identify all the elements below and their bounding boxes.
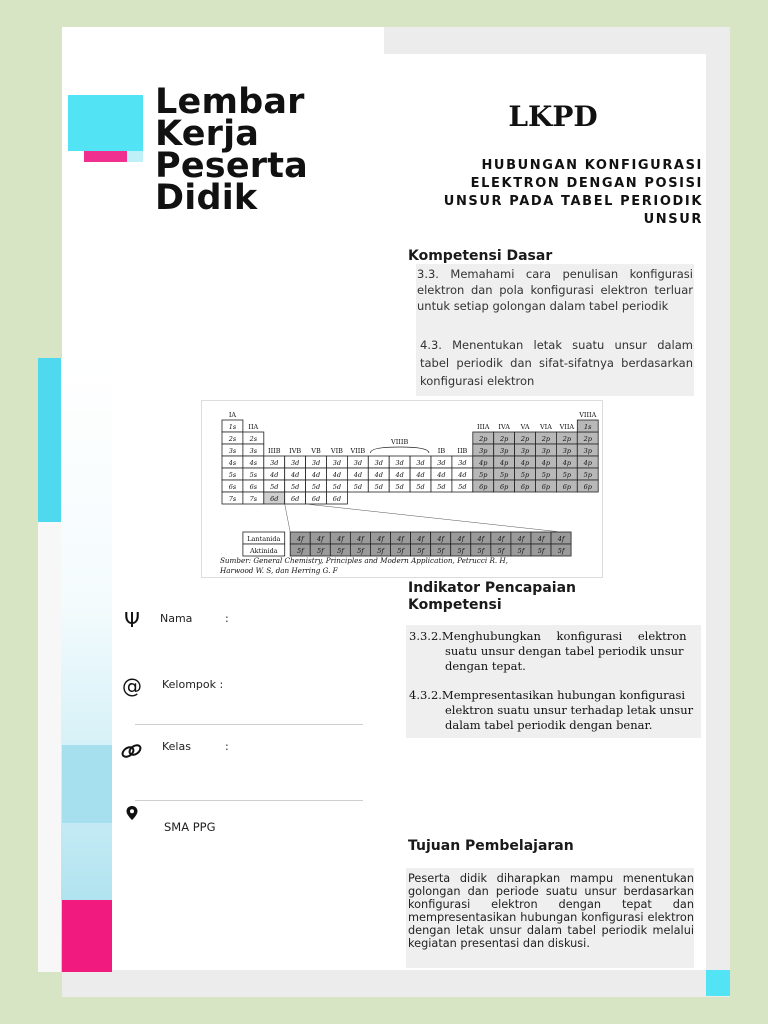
nama-colon: : [225,612,229,625]
school-name: SMA PPG [164,820,216,834]
indikator-heading-line: Kompetensi [408,597,502,613]
group-label: VIA [539,423,552,431]
pink-bar-decoration [84,151,127,162]
at-icon: @ [122,674,142,698]
d-cell-label: 6d [311,495,321,503]
f-cell-label: 4f [296,535,304,543]
p-cell-label: 3p [479,447,488,455]
group-label: IA [228,411,237,419]
p-cell-label: 6p [541,483,551,491]
indikator-item-1 [409,629,700,674]
d-cell-label: 4d [416,471,425,479]
f-cell-label: 4f [477,535,485,543]
s-cell-label: 6s [228,483,237,491]
group-label: IVB [289,447,302,455]
group-label: IIIA [477,423,490,431]
indikator-item-first-line: Menghubungkan konfigurasi elektron [441,629,687,643]
p-cell-label: 2p [583,435,592,443]
indikator-item-first-line: Mempresentasikan hubungan konfigurasi [441,688,686,702]
f-cell-label: 4f [357,535,364,543]
group-label: IIB [457,447,468,455]
d-cell-label: 4d [270,471,279,479]
d-cell-label: 5d [353,483,362,491]
p-cell-label: 6p [479,483,488,491]
s-cell-label: 2s [228,435,237,443]
periodic-table-figure [201,400,603,578]
p-cell-label: 4p [500,459,509,467]
left-light-block [62,745,112,823]
d-cell-label: 3d [374,459,383,467]
bottom-frame [62,970,730,997]
p-cell-label: 3p [562,447,571,455]
left-white-strip [38,522,61,972]
group-label: VB [311,447,321,455]
p-cell-label: 2p [541,435,551,443]
figure-source: Sumber: General Chemistry, Principles and Modern Application, Petrucci R. H, [220,556,508,565]
f-cell-label: 5f [477,547,485,555]
f-cell-label: 5f [397,547,404,555]
subtitle-line: UNSUR PADA TABEL PERIODIK [443,194,703,209]
group-label: VIIIB [391,438,409,446]
subtitle-line: HUBUNGAN KONFIGURASI [481,158,703,173]
indikator-item-rest: elektron suatu unsur terhadap letak unsur dalam tabel periodik dengan benar. [445,703,694,732]
f-cell-label: 4f [417,535,424,543]
f-cell-label: 5f [497,547,505,555]
f-cell-label: 5f [357,547,364,555]
tujuan-heading: Tujuan Pembelajaran [408,838,574,854]
s-cell-label: 3s [249,447,258,455]
d-cell-label: 5d [437,483,446,491]
d-cell-label: 4d [311,471,321,479]
p-cell-label: 6p [500,483,509,491]
d-cell-label: 4d [395,471,404,479]
he-cell-label: 1s [584,423,592,431]
p-cell-label: 4p [562,459,571,467]
f-cell-label: 5f [557,547,565,555]
group-label: VA [520,423,530,431]
d-cell-label: 3d [270,459,279,467]
d-cell-label: 5d [416,483,425,491]
p-cell-label: 3p [520,447,530,455]
kelas-input[interactable] [230,736,364,756]
d-cell-label: 3d [458,459,467,467]
s-cell-label: 1s [228,423,237,431]
lkpd-heading: LKPD [508,100,598,133]
indikator-number: 3.3.2. [409,629,442,643]
d-cell-label: 5d [332,483,342,491]
f-guide-lines [285,504,561,532]
p-cell-label: 3p [583,447,592,455]
indikator-item-2 [409,688,700,733]
group-label: IIA [248,423,259,431]
p-cell-label: 6p [562,483,571,491]
p-cell-label: 5p [500,471,509,479]
s-cell-label: 2s [249,435,258,443]
f-cell-label: 4f [497,535,505,543]
f-cell-label: 5f [537,547,545,555]
kd-item-2: 4.3. Menentukan letak suatu unsur dalam tabel periodik dan sifat-sifatnya berdasarkan konfigurasi elektron [420,338,693,388]
s-cell-label: 4s [249,459,258,467]
p-cell-label: 6p [520,483,530,491]
d-cell-label: 6d [332,495,342,503]
p-cell-label: 2p [479,435,488,443]
d-cell-label: 3d [395,459,404,467]
group-label: VIIIA [579,411,597,419]
topic-subtitle [405,157,703,229]
d-cell-label: 5d [291,483,300,491]
d-cell-label: 5d [374,483,383,491]
f-cell-label: 4f [517,535,525,543]
kelas-colon: : [225,740,229,753]
group-label: VIB [330,447,343,455]
f-cell-label: 5f [457,547,465,555]
f-cell-label: 5f [317,547,324,555]
s-cell-label: 4s [228,459,237,467]
s-cell-label: 3s [228,447,237,455]
f-cell-label: 5f [377,547,384,555]
left-pink-block [62,900,112,972]
s-cell-label: 5s [228,471,237,479]
d-cell-label: 4d [353,471,362,479]
subtitle-line: ELEKTRON DENGAN POSISI [470,176,703,191]
indikator-number: 4.3.2. [409,688,442,702]
indikator-item-rest: suatu unsur dengan tabel periodik unsur dengan tepat. [445,644,684,673]
d-cell-label: 4d [437,471,446,479]
p-cell-label: 6p [583,483,592,491]
nama-input[interactable] [230,608,364,628]
d-cell-label: 4d [374,471,383,479]
corner-cyan-block [706,970,730,996]
psi-icon: Ψ [124,608,140,632]
kelompok-input[interactable] [235,674,365,694]
d-cell-label: 3d [332,459,342,467]
nama-label: Nama [160,612,193,625]
indikator-heading [408,580,576,614]
d-cell-label: 5d [395,483,404,491]
p-cell-label: 5p [541,471,551,479]
f-cell-label: 5f [417,547,424,555]
p-cell-label: 5p [520,471,530,479]
d-cell-label: 5d [458,483,467,491]
kelompok-label: Kelompok : [162,678,224,691]
f-cell-label: 4f [337,535,344,543]
d-cell-label: 3d [437,459,446,467]
p-cell-label: 4p [479,459,488,467]
p-cell-label: 4p [520,459,530,467]
title-line: Kerja [155,114,260,154]
s-cell-label: 6s [249,483,258,491]
p-cell-label: 3p [500,447,509,455]
location-pin-icon [126,806,138,820]
f-cell-label: 4f [557,535,565,543]
title-line: Lembar [155,82,305,122]
d-cell-label: 6d [270,495,279,503]
p-cell-label: 4p [583,459,592,467]
d-cell-label: 3d [311,459,321,467]
kelas-label: Kelas [162,740,191,753]
p-cell-label: 5p [562,471,571,479]
s-cell-label: 7s [228,495,237,503]
p-cell-label: 4p [541,459,551,467]
f-cell-label: 5f [517,547,525,555]
lantanida-label: Lantanida [247,535,281,543]
f-cell-label: 4f [457,535,465,543]
f-cell-label: 4f [377,535,384,543]
subtitle-line: UNSUR [643,212,703,227]
group-label: IB [437,447,446,455]
d-cell-label: 4d [332,471,342,479]
group-label: IIIB [268,447,281,455]
light-cyan-decoration [127,151,143,162]
d-cell-label: 5d [311,483,321,491]
group-label: VIIA [559,423,575,431]
p-cell-label: 5p [583,471,592,479]
divider [135,800,363,801]
link-icon [120,741,144,761]
cyan-square-decoration [68,95,143,151]
f-cell-label: 5f [337,547,344,555]
f-cell-label: 5f [437,547,444,555]
main-title [155,82,375,218]
viiib-bracket [370,447,429,453]
f-cell-label: 4f [317,535,324,543]
d-cell-label: 4d [291,471,300,479]
p-cell-label: 2p [500,435,509,443]
p-cell-label: 5p [479,471,488,479]
f-cell-label: 4f [437,535,444,543]
d-cell-label: 3d [353,459,362,467]
d-cell-label: 5d [270,483,279,491]
left-cyan-strip [38,358,61,522]
figure-source: Harwood W. S, dan Herring G. F [220,566,338,575]
indikator-heading-line: Indikator Pencapaian [408,580,576,596]
f-cell-label: 4f [397,535,404,543]
s-cell-label: 5s [249,471,258,479]
title-line: Peserta [155,146,308,186]
s-cell-label: 7s [249,495,258,503]
p-cell-label: 3p [541,447,551,455]
tujuan-text: Peserta didik diharapkan mampu menentukan golongan dan periode suatu unsur berdasarkan konfigurasi elektron dengan tepat dan mempresentasikan hubungan konfigurasi elektron dengan letak unsur dalam tabel periodik melalui kegiatan presentasi dan diskusi. [408,872,694,950]
p-cell-label: 2p [520,435,530,443]
p-cell-label: 2p [562,435,571,443]
title-line: Didik [155,178,258,218]
kd-heading: Kompetensi Dasar [408,248,553,264]
aktinida-label: Aktinida [249,547,278,555]
d-cell-label: 3d [416,459,425,467]
group-label: IVA [498,423,510,431]
divider [135,724,363,725]
d-cell-label: 3d [291,459,300,467]
kd-item-1: 3.3. Memahami cara penulisan konfigurasi elektron dan pola konfigurasi elektron terluar untuk setiap golongan dalam tabel periodik [417,267,693,313]
d-cell-label: 4d [458,471,467,479]
group-label: VIIB [350,447,366,455]
f-cell-label: 4f [537,535,545,543]
periodic-table-svg [202,401,602,577]
d-cell-label: 6d [291,495,300,503]
f-cell-label: 5f [296,547,304,555]
